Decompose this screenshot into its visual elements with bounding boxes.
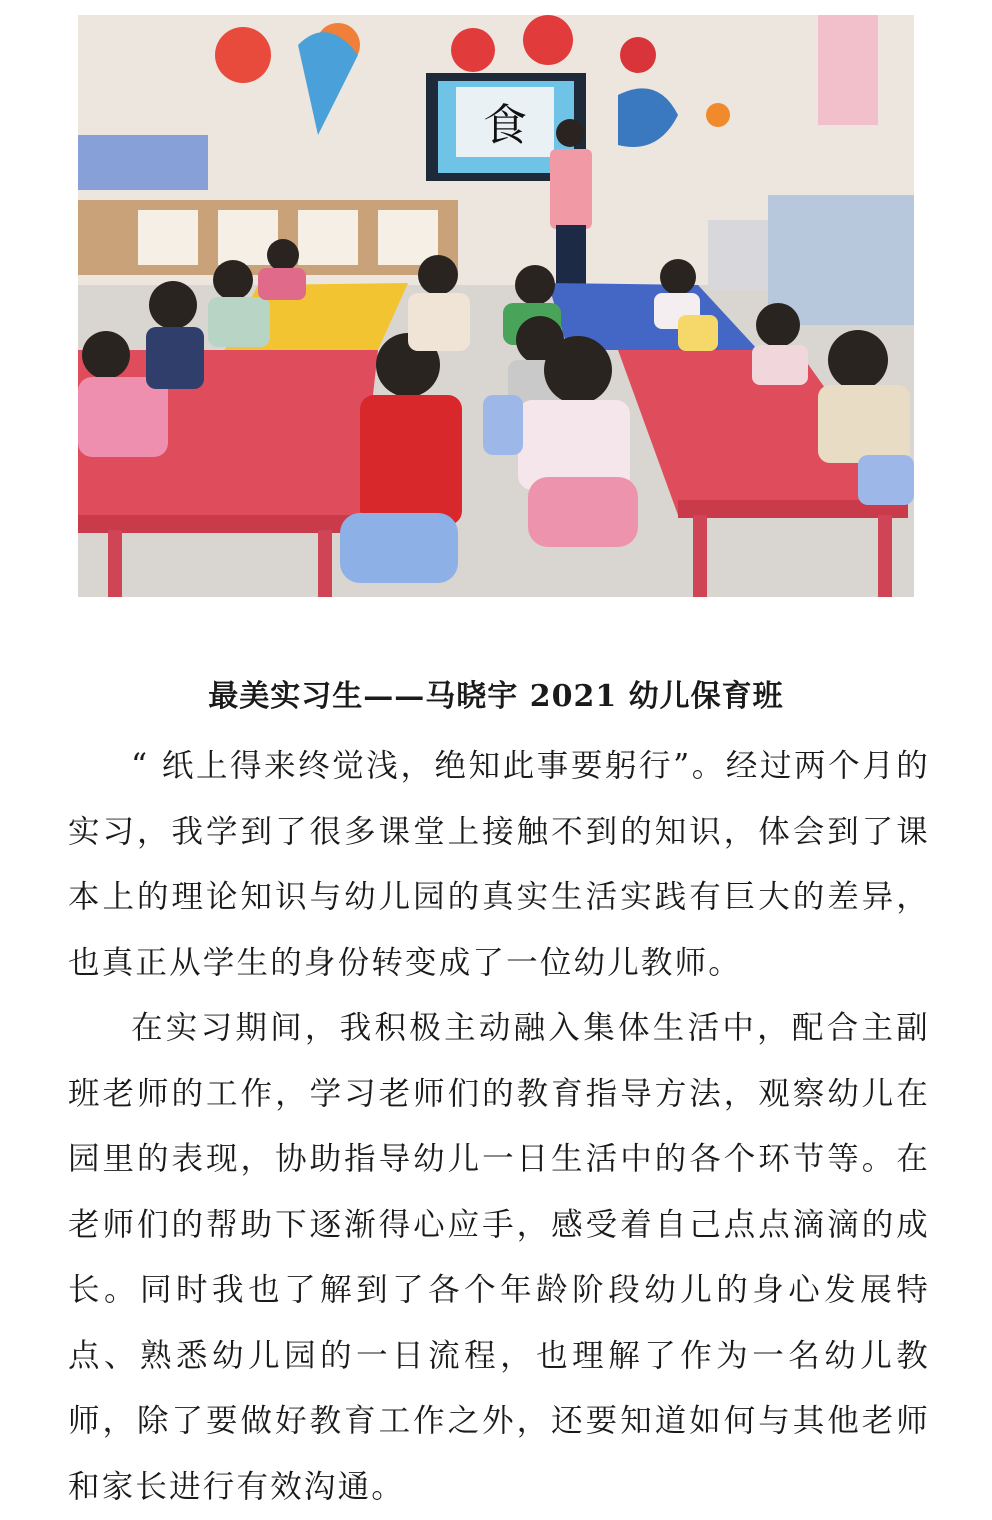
board-character: 食: [483, 100, 527, 151]
paragraph: 在实习期间，我积极主动融入集体生活中，配合主副班老师的工作，学习老师们的教育指导方法，观察幼儿在园里的表现，协助指导幼儿一日生活中的各个环节等。在老师们的帮助下逐渐得心应手，感受着自己点点滴滴的成长。同时我也了解到了各个年龄阶段幼儿的身心发展特点、熟悉幼儿园的一日流程，也理解了作为一名幼儿教师，除了要做好教育工作之外，还要知道如何与其他老师和家长进行有效沟通。: [68, 1010, 930, 1505]
article-body: [68, 734, 930, 1520]
paragraph: “ 纸上得来终觉浅，绝知此事要躬行”。经过两个月的实习，我学到了很多课堂上接触不到的知识，体会到了课本上的理论知识与幼儿园的真实生活实践有巨大的差异，也真正从学生的身份转变成了一位幼儿教师。: [68, 748, 930, 981]
classroom-photo: [78, 15, 914, 597]
classroom-photo-illustration: [78, 15, 914, 597]
article-title: 最美实习生——马晓宇 2021 幼儿保育班: [208, 679, 784, 714]
